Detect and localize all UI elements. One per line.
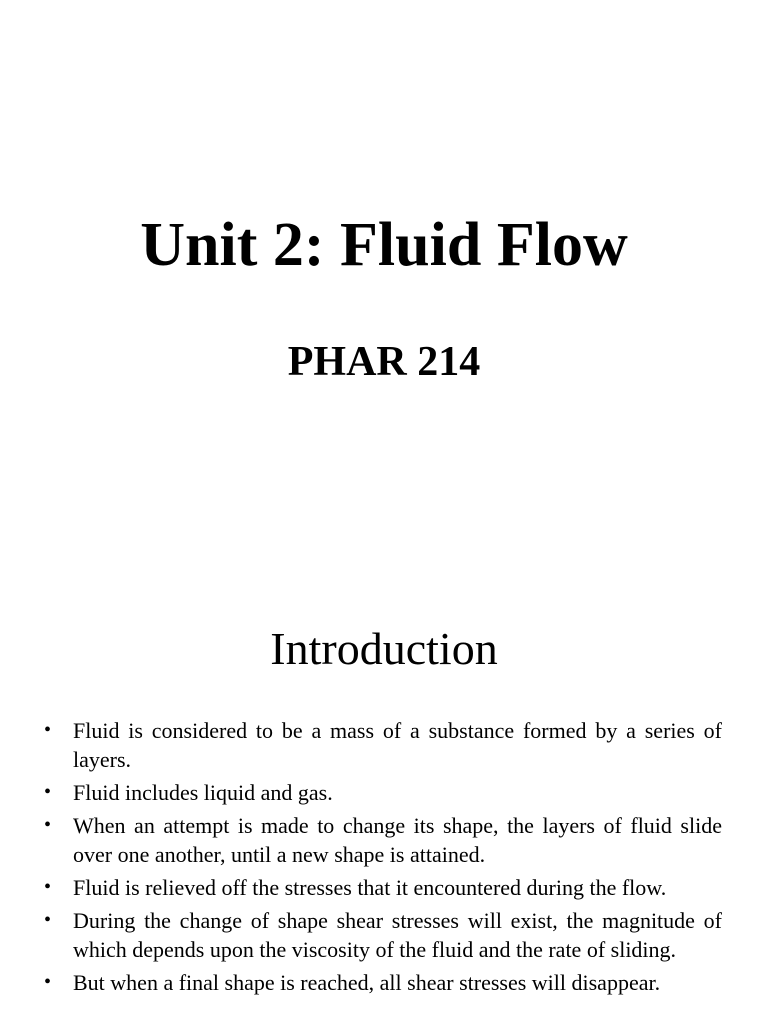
list-item [44, 968, 722, 997]
bullet-marker: • [44, 876, 52, 898]
bullet-text: During the change of shape shear stresses will exist, the magnitude of which depends upon the viscosity of the fluid and the rate of sliding. [73, 908, 722, 962]
bullet-text: Fluid includes liquid and gas. [73, 780, 333, 805]
list-item [44, 906, 722, 964]
bullet-marker: • [44, 971, 52, 993]
list-item [44, 811, 722, 869]
list-item [44, 873, 722, 902]
course-code: PHAR 214 [287, 339, 481, 385]
list-item [44, 716, 722, 774]
bullet-text: When an attempt is made to change its shape, the layers of fluid slide over one another, until a new shape is attained. [73, 813, 722, 867]
bullet-text: But when a final shape is reached, all shear stresses will disappear. [73, 970, 661, 995]
bullet-marker: • [44, 814, 52, 836]
bullet-marker: • [44, 719, 52, 741]
bullet-marker: • [44, 781, 52, 803]
bullet-text: Fluid is considered to be a mass of a substance formed by a series of layers. [73, 718, 722, 772]
bullet-list [44, 716, 722, 1001]
page-title: Unit 2: Fluid Flow [140, 211, 628, 279]
list-item [44, 778, 722, 807]
bullet-marker: • [44, 909, 52, 931]
section-heading: Introduction [270, 623, 498, 674]
bullet-text: Fluid is relieved off the stresses that it encountered during the flow. [73, 875, 667, 900]
